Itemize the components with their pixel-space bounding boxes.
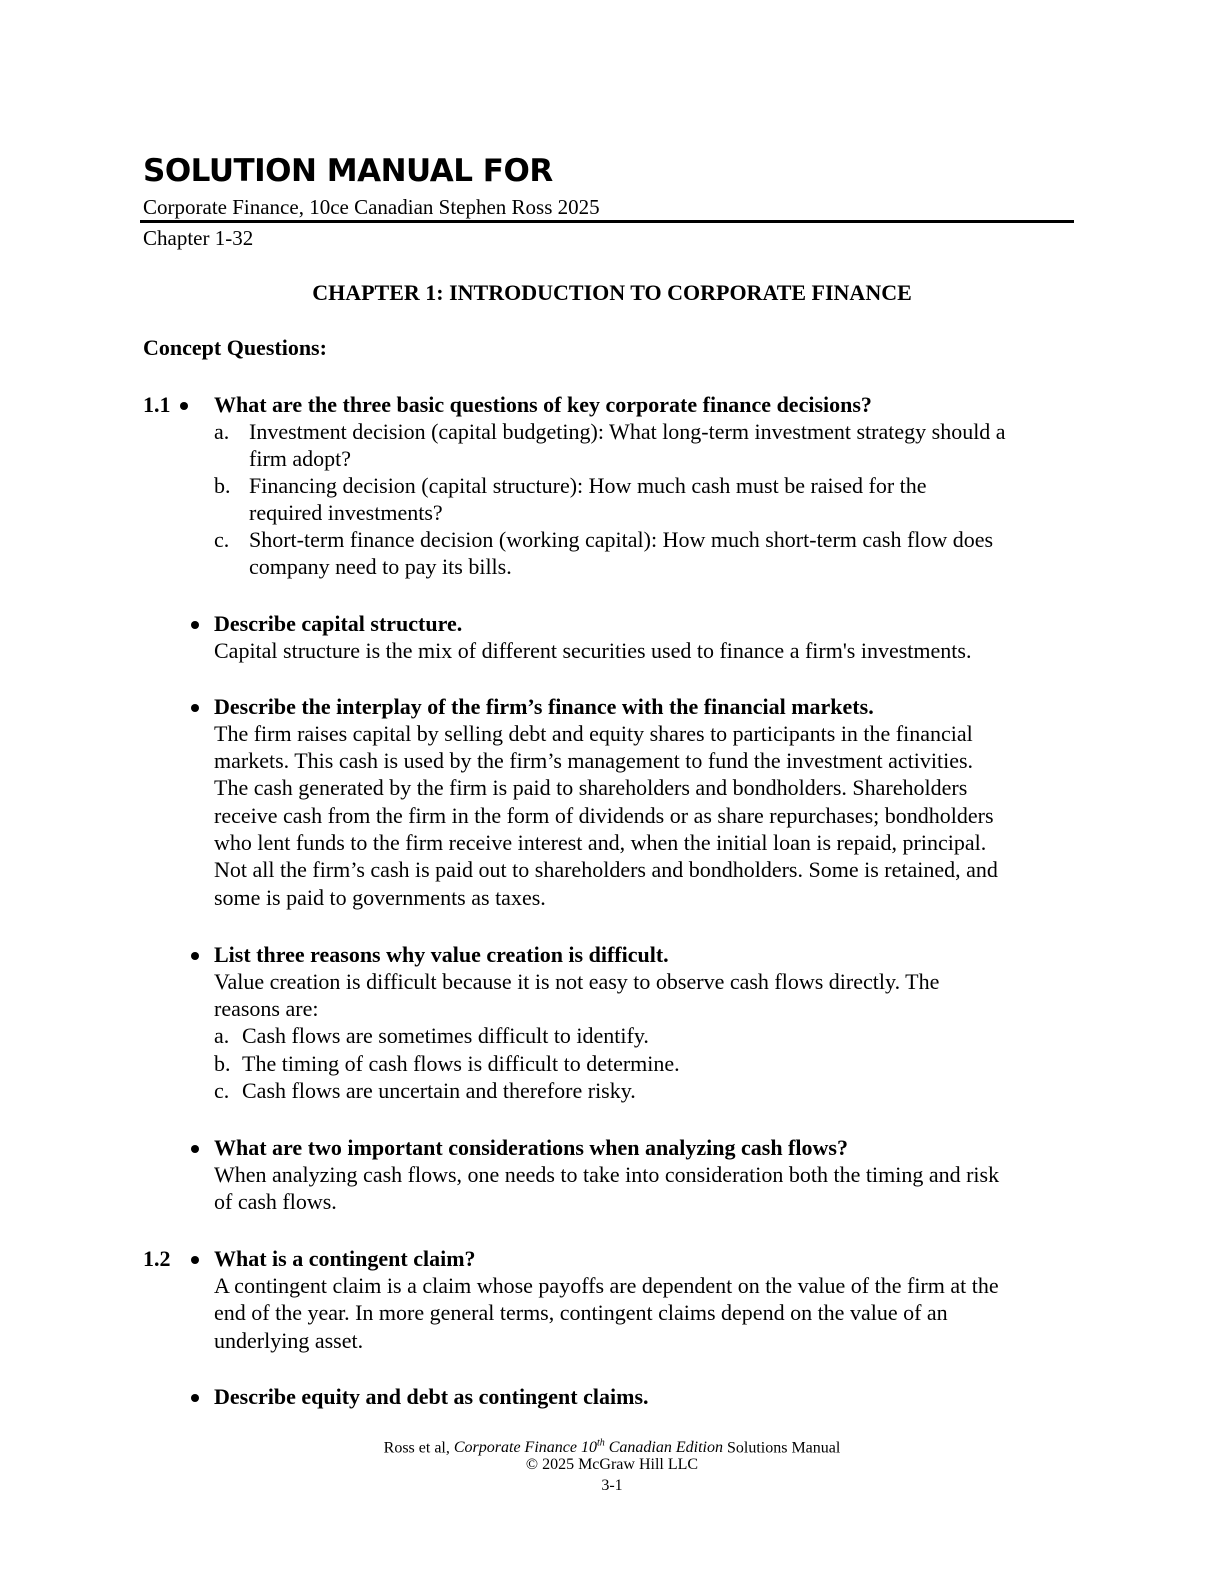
answer-line: some is paid to governments as taxes.: [214, 885, 546, 910]
footer-copyright: © 2025 McGraw Hill LLC: [525, 1456, 699, 1473]
chapter-title: CHAPTER 1: INTRODUCTION TO CORPORATE FINANCE: [312, 280, 912, 305]
book-title-line: Corporate Finance, 10ce Canadian Stephen Ross 2025: [143, 195, 600, 219]
list-item-text: Financing decision (capital structure): How much cash must be raised for the: [249, 473, 927, 498]
answer-line: The firm raises capital by selling debt and equity shares to participants in the financial: [214, 721, 973, 746]
bullet-icon: [191, 952, 199, 960]
question-financial-markets: Describe the interplay of the firm’s finance with the financial markets.: [214, 694, 874, 719]
answer-line: underlying asset.: [214, 1328, 364, 1353]
list-item-text: Cash flows are uncertain and therefore risky.: [242, 1078, 636, 1103]
bullet-icon: [180, 402, 188, 410]
bullet-icon: [191, 1145, 199, 1153]
answer-line: The cash generated by the firm is paid to shareholders and bondholders. Shareholders: [214, 775, 968, 800]
bullet-icon: [191, 704, 199, 712]
answer-text: Capital structure is the mix of different securities used to finance a firm's investments.: [214, 638, 972, 663]
question-equity-debt-contingent: Describe equity and debt as contingent claims.: [214, 1384, 649, 1409]
list-item-text: required investments?: [249, 500, 443, 525]
answer-line: A contingent claim is a claim whose payoffs are dependent on the value of the firm at the: [214, 1273, 999, 1298]
list-letter: a.: [214, 419, 230, 444]
answer-line: receive cash from the firm in the form of dividends or as share repurchases; bondholders: [214, 803, 994, 828]
concept-questions-heading: Concept Questions:: [143, 335, 327, 360]
footer-authors: Ross et al,: [383, 1439, 450, 1457]
question-value-creation: List three reasons why value creation is difficult.: [214, 942, 669, 967]
answer-line: who lent funds to the firm receive interest and, when the initial loan is repaid, principal.: [214, 830, 987, 855]
bullet-icon: [191, 1256, 199, 1264]
question-three-basic-questions: What are the three basic questions of key corporate finance decisions?: [214, 392, 872, 417]
list-letter: a.: [214, 1023, 230, 1048]
list-item-text: Short-term finance decision (working capital): How much short-term cash flow does: [249, 527, 994, 552]
list-letter: b.: [214, 1051, 231, 1076]
question-contingent-claim: What is a contingent claim?: [214, 1246, 476, 1271]
list-item-text: The timing of cash flows is difficult to determine.: [242, 1051, 680, 1076]
list-item-text: Investment decision (capital budgeting): What long-term investment strategy should a: [249, 419, 1006, 444]
list-letter: b.: [214, 473, 231, 498]
list-letter: c.: [214, 527, 230, 552]
footer-suffix: Solutions Manual: [726, 1439, 841, 1457]
list-item-text: firm adopt?: [249, 446, 352, 471]
header-divider: [140, 220, 1074, 223]
chapter-range: Chapter 1-32: [143, 226, 254, 250]
list-letter: c.: [214, 1078, 230, 1103]
solution-manual-banner: SOLUTION MANUAL FOR: [143, 153, 553, 189]
list-item-text: company need to pay its bills.: [249, 554, 512, 579]
answer-line: end of the year. In more general terms, contingent claims depend on the value of an: [214, 1300, 948, 1325]
answer-line: of cash flows.: [214, 1189, 337, 1214]
section-number-1-1: 1.1: [143, 392, 171, 417]
answer-line: Not all the firm’s cash is paid out to shareholders and bondholders. Some is retained, and: [214, 857, 998, 882]
section-number-1-2: 1.2: [143, 1246, 171, 1271]
answer-line: When analyzing cash flows, one needs to take into consideration both the timing and risk: [214, 1162, 1000, 1187]
page-number: 3-1: [601, 1477, 623, 1494]
answer-line: markets. This cash is used by the firm’s management to fund the investment activities.: [214, 748, 974, 773]
bullet-icon: [191, 621, 199, 629]
bullet-icon: [191, 1394, 199, 1402]
question-cash-flow-considerations: What are two important considerations when analyzing cash flows?: [214, 1135, 848, 1160]
answer-line: Value creation is difficult because it is not easy to observe cash flows directly. The: [214, 969, 940, 994]
question-capital-structure: Describe capital structure.: [214, 611, 463, 636]
answer-line: reasons are:: [214, 996, 319, 1021]
footer-book-title: Corporate Finance 10th Canadian Edition: [453, 1438, 723, 1457]
list-item-text: Cash flows are sometimes difficult to identify.: [242, 1023, 649, 1048]
